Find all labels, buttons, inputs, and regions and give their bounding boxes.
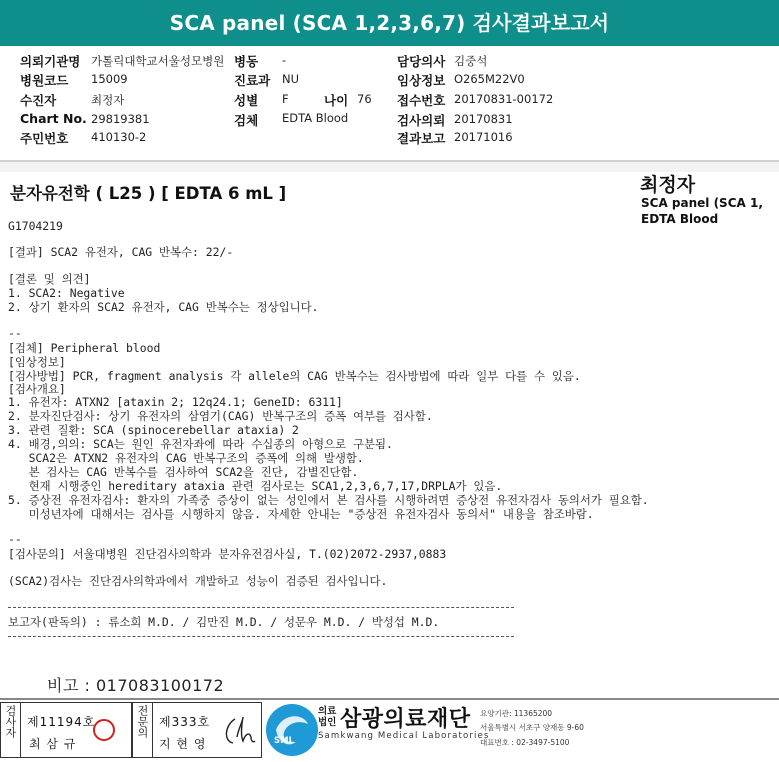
corp-type-line1: 의료: [318, 706, 337, 717]
hospcode-value: 15009: [91, 72, 128, 86]
conclusion-item: 1. SCA2: Negative: [8, 286, 125, 300]
dashed-divider: [8, 607, 514, 608]
specimen-label: 검체: [234, 113, 259, 128]
section-title: 분자유전학 ( L25 ) [ EDTA 6 mL ]: [10, 184, 287, 203]
report-id: G1704219: [8, 219, 63, 233]
overview-item: SCA2은 ATXN2 유전자의 CAG 반복구조의 증폭에 의해 발생함.: [8, 451, 364, 465]
specimen-value: EDTA Blood: [282, 111, 349, 125]
doctor-name: 지 현 영: [159, 737, 207, 751]
remarks: 비고 : 017083100172: [47, 676, 225, 695]
institution-value: 가톨릭대학교서울성모병원: [91, 54, 225, 68]
corp-address: 서울특별시 서초구 양재동 9-60: [480, 723, 584, 732]
result-line: [결과] SCA2 유전자, CAG 반복수: 22/-: [8, 245, 234, 259]
footer: [0, 700, 779, 762]
overview-item: 미성년자에 대해서는 검사를 시행하지 않음. 자세한 안내는 "증상전 유전자검사 동의서" 내용을 참조바람.: [8, 507, 594, 521]
dept-label: 진료과: [234, 73, 271, 88]
patient-label: 수진자: [20, 93, 57, 108]
seal-icon: [93, 719, 115, 741]
overview-item: 현재 시행중인 hereditary ataxia 관련 검사로는 SCA1,2,3,6,7,17,DRPLA가 있음.: [8, 479, 503, 493]
sml-logo-icon: [266, 704, 318, 756]
dash-separator: --: [8, 532, 22, 546]
overview-heading: [검사개요]: [8, 382, 66, 396]
chart-value: 29819381: [91, 112, 150, 126]
doctor-role-text: 전문의: [136, 705, 149, 738]
doctor-license: 제333호: [159, 715, 211, 729]
sex-label: 성별: [234, 93, 259, 108]
report-title: SCA panel (SCA 1,2,3,6,7) 검사결과보고서: [0, 0, 779, 46]
overview-item: 5. 증상전 유전자검사: 환자의 가족중 증상이 없는 성인에서 본 검사를 시행하려면 증상전 유전자검사 동의서가 필요함.: [8, 493, 649, 507]
patient-sub-test: SCA panel (SCA 1,: [641, 196, 763, 210]
corp-name: 삼광의료재단: [340, 707, 471, 732]
reporters-line: 보고자(판독의) : 류소희 M.D. / 김만진 M.D. / 성문우 M.D. / 박성섭 M.D.: [8, 615, 440, 629]
age-value: 76: [357, 92, 372, 106]
clinical-value: O265M22V0: [454, 72, 525, 86]
patient-sub-specimen: EDTA Blood: [641, 212, 719, 226]
report-value: 20171016: [454, 130, 513, 144]
receipt-label: 접수번호: [397, 93, 446, 108]
technician-license: 제11194호: [27, 715, 96, 729]
age-label: 나이: [324, 93, 349, 108]
dept-value: NU: [282, 72, 300, 86]
corp-code: 요양기관: 11365200: [480, 709, 553, 718]
rrn-label: 주민번호: [20, 131, 69, 146]
report-label: 결과보고: [397, 131, 446, 146]
dash-separator: --: [8, 326, 22, 340]
corp-english-name: Samkwang Medical Laboratories: [318, 731, 490, 741]
inquiry-line: [검사문의] 서울대병원 진단검사의학과 분자유전검사실, T.(02)2072-2937,0883: [8, 547, 447, 561]
corp-type-label: [318, 706, 336, 728]
doctor-signature-box: [132, 702, 262, 758]
receipt-value: 20170831-00172: [454, 92, 554, 106]
patient-info-section: [0, 46, 779, 162]
doctor-value: 김중석: [454, 54, 488, 68]
technician-role: [1, 703, 21, 757]
clinical-line: [임상정보]: [8, 355, 66, 369]
technician-signature-box: [0, 702, 132, 758]
patient-name-heading: 최정자: [640, 174, 696, 196]
chart-label: Chart No.: [20, 111, 87, 126]
technician-name: 최 삼 규: [29, 737, 77, 751]
institution-label: 의뢰기관명: [20, 54, 81, 69]
overview-item: 4. 배경,의의: SCA는 원인 유전자좌에 따라 수십종의 아형으로 구분됨.: [8, 437, 393, 451]
doctor-role: [133, 703, 153, 757]
ward-value: -: [282, 53, 287, 67]
sex-value: F: [282, 92, 289, 106]
developed-line: (SCA2)검사는 진단검사의학과에서 개발하고 성능이 검증된 검사입니다.: [8, 574, 388, 588]
request-value: 20170831: [454, 112, 513, 126]
handwritten-signature-icon: [221, 713, 257, 749]
dashed-divider: [8, 636, 514, 637]
request-label: 검사의뢰: [397, 113, 446, 128]
conclusion-item: 2. 상기 환자의 SCA2 유전자, CAG 반복수는 정상입니다.: [8, 300, 319, 314]
conclusion-heading: [결론 및 의견]: [8, 272, 91, 286]
overview-item: 3. 관련 질환: SCA (spinocerebellar ataxia) 2: [8, 423, 299, 437]
hospcode-label: 병원코드: [20, 73, 69, 88]
overview-item: 2. 분자진단검사: 상기 유전자의 삼염기(CAG) 반복구조의 증폭 여부를 검사함.: [8, 409, 433, 423]
overview-item: 본 검사는 CAG 반복수를 검사하여 SCA2을 진단, 감별진단함.: [8, 465, 359, 479]
corp-phone: 대표번호 : 02-3497-5100: [480, 738, 570, 747]
clinical-label: 임상정보: [397, 73, 446, 88]
rrn-value: 410130-2: [91, 130, 147, 144]
doctor-label: 담당의사: [397, 54, 446, 69]
corp-type-line2: 법인: [318, 717, 337, 728]
overview-item: 1. 유전자: ATXN2 [ataxin 2; 12q24.1; GeneID: 6311]: [8, 395, 343, 409]
method-line: [검사방법] PCR, fragment analysis 각 allele의 CAG 반복수는 검사방법에 따라 일부 다를 수 있음.: [8, 369, 581, 383]
technician-role-text: 검사자: [4, 705, 17, 738]
ward-label: 병동: [234, 54, 259, 69]
specimen-line: [검체] Peripheral blood: [8, 341, 161, 355]
logo-text: SML: [274, 736, 294, 746]
patient-value: 최정자: [91, 93, 125, 107]
